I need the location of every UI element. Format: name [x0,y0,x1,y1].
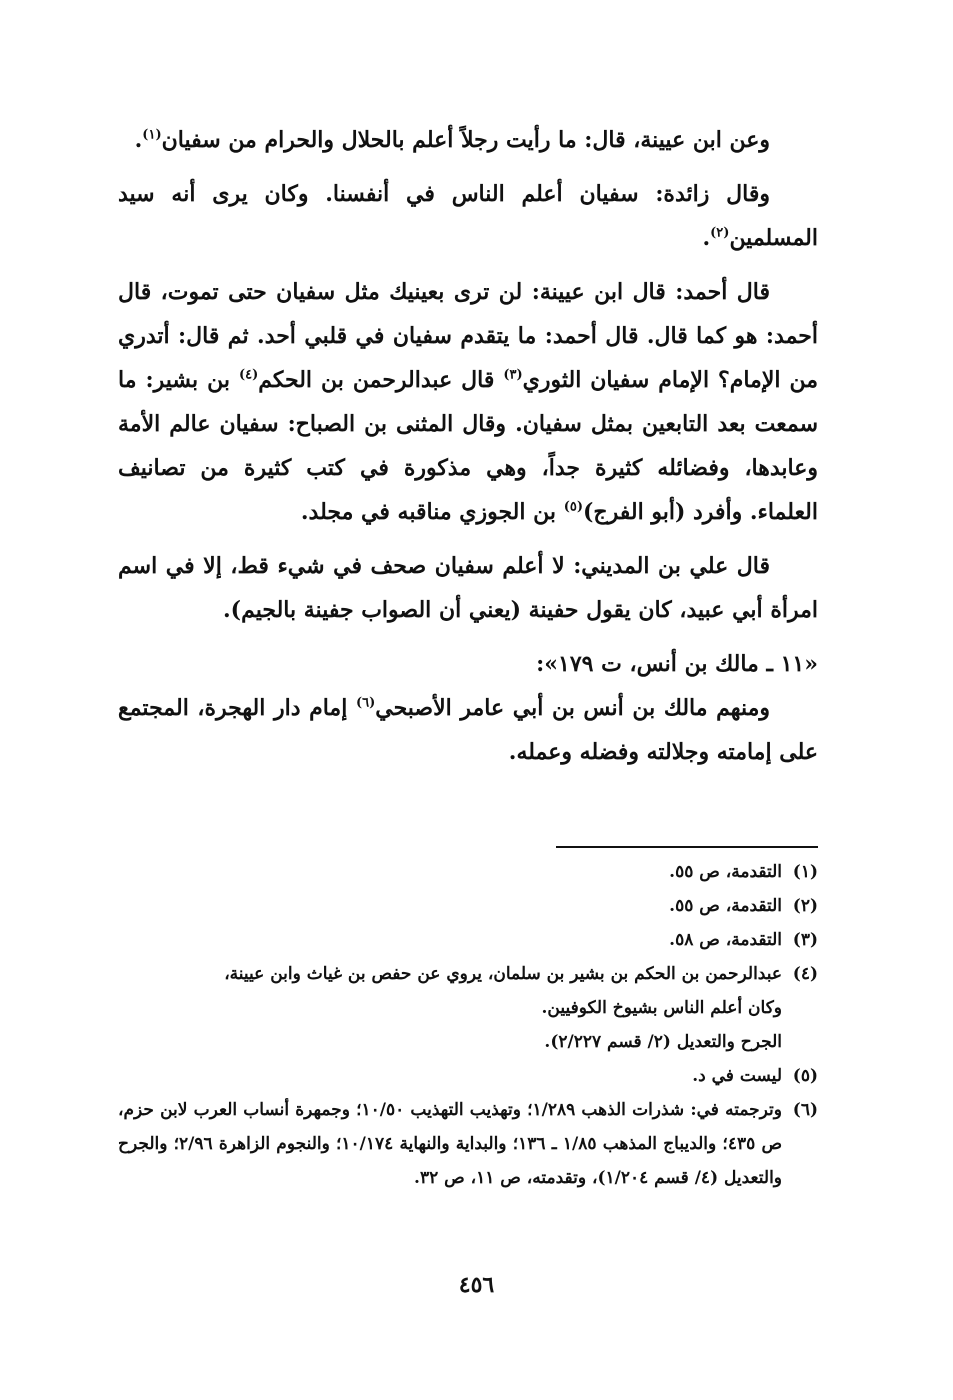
footnote-number: (٣) [792,930,818,950]
footnote [118,957,818,1059]
paragraph-tail: . [702,225,711,251]
footnote [118,855,818,889]
paragraph-text: إمام دار الهجرة، المجتمع على إمامته وجلالته وفضله وعمله. [118,695,818,765]
footnote-number: (١) [792,862,818,882]
paragraph-text: قال أحمد: قال ابن عيينة: لن ترى بعينيك مثل سفيان حتى تموت، قال أحمد: هو كما قال. قال أحمد: ما يتقدم سفيان في قلبي أحد. ثم قال: أتدري من الإمام؟ الإمام سفيان الثوري [118,279,818,393]
paragraph-text: وقال زائدة: سفيان أعلم الناس في أنفسنا. وكان يرى أنه سيد المسلمين [118,181,818,251]
section-heading: «١١ ـ مالك بن أنس، ت ١٧٩»: [536,651,818,677]
footnote-number: (٦) [792,1100,818,1120]
footnote-marker: (٦) [355,695,376,711]
footnote [118,889,818,923]
footnote-text [118,923,782,957]
footnote-number: (٥) [792,1066,818,1086]
paragraph-text: ومنهم مالك بن أنس بن أبي عامر الأصبحي [375,695,770,721]
main-text [118,118,818,784]
paragraph-zaidah [118,172,818,260]
footnote-line: عبدالرحمن بن الحكم بن بشير بن سلمان، يروي عن حفص بن غياث وابن عيينة، [224,964,782,984]
footnotes [118,855,818,1195]
paragraph-ibn-uyaynah [118,118,818,162]
footnote-marker: (٢) [710,225,730,241]
footnote-line: التقدمة، ص ٥٥. [669,896,782,916]
footnote-marker: (١) [142,127,162,143]
footnote [118,923,818,957]
footnote-line: التقدمة، ص ٥٥. [669,862,782,882]
paragraph-text: قال عبدالرحمن بن الحكم [258,367,504,393]
footnote [118,1093,818,1195]
paragraph-ibn-madini [118,544,818,632]
footnote-text [118,889,782,923]
footnote-text [118,957,782,1059]
footnote-marker: (٤) [238,367,259,383]
footnote-marker: (٥) [563,499,583,515]
paragraph-tail: . [134,127,143,153]
footnote-line: التقدمة، ص ٥٨. [669,930,782,950]
footnote [118,1059,818,1093]
paragraph-text: بن الجوزي مناقبه في مجلد. [300,499,564,525]
paragraph-ahmad [118,270,818,534]
footnote-marker: (٣) [503,367,523,383]
paragraph-text: بن بشير: ما سمعت بعد التابعين بمثل سفيان. وقال المثنى بن الصباح: سفيان عالم الأمة وعابدها، وفضائله كثيرة جداً، وهي مذكورة في كتب كثيرة من تصانيف العلماء. وأفرد (أبو الفرج) [118,367,818,525]
page-number: ٤٥٦ [458,1272,495,1298]
footnote-text [118,855,782,889]
paragraph-malik [118,686,818,774]
footnote-text [118,1059,782,1093]
footnote-number: (٢) [792,896,818,916]
footnote-separator [556,846,818,848]
paragraph-text: قال علي بن المديني: لا أعلم سفيان صحف في شيء قط، إلا في اسم امرأة أبي عبيد، كان يقول حفينة (يعني أن الصواب جفينة بالجيم). [118,553,818,623]
paragraph-text: وعن ابن عيينة، قال: ما رأيت رجلاً أعلم بالحلال والحرام من سفيان [161,127,770,153]
footnote-text [118,1093,782,1195]
footnote-line: وكان أعلم الناس بشيوخ الكوفيين. [541,998,782,1018]
footnote-line: ليست في د. [692,1066,782,1086]
footnote-line: الجرح والتعديل (٢/ قسم ٢/٢٢٧). [544,1032,782,1052]
footnote-line: وترجمته في: شذرات الذهب ١/٢٨٩؛ وتهذيب التهذيب ١٠/٥٠؛ وجمهرة أنساب العرب لابن حزم، ص ٤٣٥؛ والديباج المذهب ١/٨٥ ـ ١٣٦؛ والبداية والنهاية ١٠/١٧٤؛ والنجوم الزاهرة ٢/٩٦؛ والجرح والتعديل (٤/ قسم ١/٢٠٤)، وتقدمته، ص ١١، ص ٣٢. [118,1100,782,1188]
footnote-number: (٤) [792,964,818,984]
